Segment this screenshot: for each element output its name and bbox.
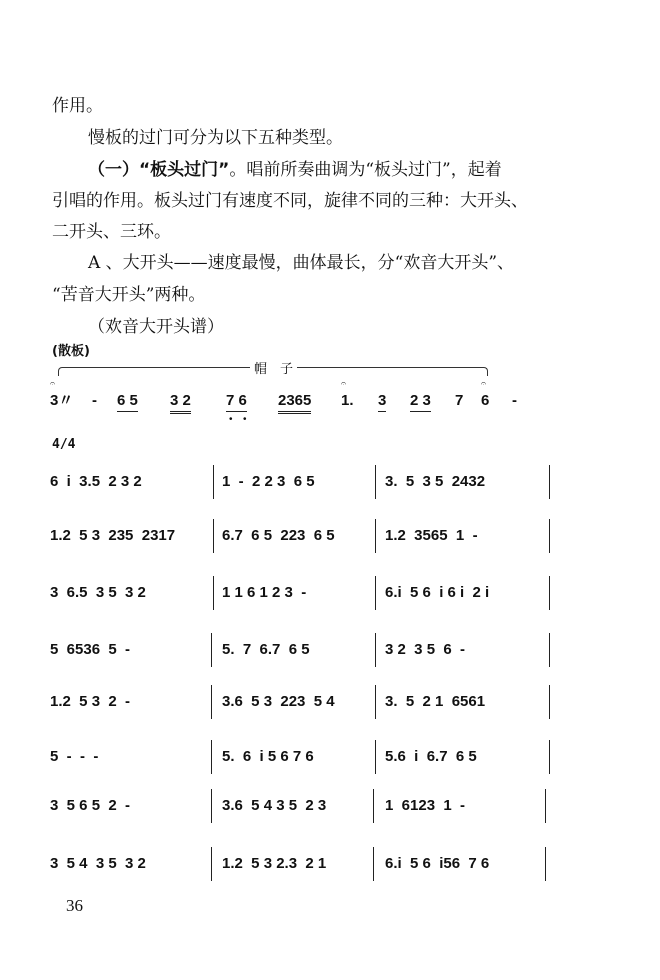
note: 2365 (278, 392, 311, 414)
measure: 1 - 2 2 3 6 5 (222, 473, 315, 490)
measure: 1.2 5 3 235 2317 (50, 527, 176, 544)
note: 6 5 (117, 392, 138, 412)
measure: 6 i 3.5 2 3 2 (50, 473, 142, 490)
score-row-5 (0, 693, 660, 733)
measure: 3 2 3 5 6 - (385, 641, 466, 658)
measure: 5.6 i 6.7 6 5 (385, 748, 477, 765)
measure: 3.6 5 4 3 5 2 3 (222, 797, 327, 814)
measure: 6.7 6 5 223 6 5 (222, 527, 335, 544)
page-number: 36 (66, 896, 83, 915)
text-line-7: “苦音大开头”两种。 (52, 285, 206, 305)
measure: 1.2 3565 1 - (385, 527, 478, 544)
text-line-2: 慢板的过门可分为以下五种类型。 (88, 128, 343, 148)
score-row-2 (0, 527, 660, 567)
text-line-1: 作用。 (52, 96, 103, 116)
note: 2 3 (410, 392, 431, 412)
text-line-3-rest: 。唱前所奏曲调为“板头过门”，起着 (229, 160, 502, 180)
measure: 5 - - - (50, 748, 99, 765)
note: 7 (455, 392, 464, 409)
section-heading: （一）“板头过门” (88, 160, 230, 180)
time-signature: 4/4 (52, 437, 76, 452)
score-row-8 (0, 855, 660, 895)
note: 7 6 (226, 392, 247, 412)
tempo-label: (散板) (52, 344, 90, 359)
measure: 1 1 6 1 2 3 - (222, 584, 307, 601)
measure: 1.2 5 3 2.3 2 1 (222, 855, 327, 872)
note: 3 2 (170, 392, 191, 414)
note: - (92, 392, 97, 409)
score-row-3 (0, 584, 660, 624)
measure: 5. 7 6.7 6 5 (222, 641, 310, 658)
measure: 1.2 5 3 2 - (50, 693, 131, 710)
measure: 6.i 5 6 i56 7 6 (385, 855, 490, 872)
note: 1. (341, 392, 354, 409)
measure: 5 6536 5 - (50, 641, 131, 658)
measure: 3.6 5 3 223 5 4 (222, 693, 335, 710)
text-line-5: 二开头、三环。 (52, 222, 171, 242)
fermata-icon: 𝄐 (50, 379, 56, 389)
score-row-1 (0, 473, 660, 513)
text-line-3 (88, 160, 608, 180)
note: 3〃 (50, 392, 74, 409)
measure: 1 6123 1 - (385, 797, 466, 814)
measure: 3 6.5 3 5 3 2 (50, 584, 146, 601)
score-row-7 (0, 797, 660, 837)
measure: 3 5 6 5 2 - (50, 797, 131, 814)
measure: 3 5 4 3 5 3 2 (50, 855, 146, 872)
measure: 5. 6 i 5 6 7 6 (222, 748, 314, 765)
note: 6 (481, 392, 490, 409)
score-row-0: 𝄐 3〃 - 6 5 3 2 7 6 • • 2365 𝄐 1. 3 2 3 7 𝄐 6 - (50, 379, 517, 425)
score-row-6 (0, 748, 660, 788)
fermata-icon: 𝄐 (481, 379, 487, 389)
note: - (512, 392, 517, 409)
score-row-4 (0, 641, 660, 681)
text-line-4: 引唱的作用。板头过门有速度不同，旋律不同的三种：大开头、 (52, 191, 528, 211)
fermata-icon: 𝄐 (341, 379, 347, 389)
text-line-6: A 、大开头——速度最慢，曲体最长，分“欢音大开头”、 (88, 253, 515, 273)
measure: 6.i 5 6 i 6 i 2 i (385, 584, 490, 601)
note: 3 (378, 392, 386, 412)
score-title: （欢音大开头谱） (88, 317, 224, 337)
measure: 3. 5 2 1 6561 (385, 693, 486, 710)
measure: 3. 5 3 5 2432 (385, 473, 486, 490)
bracket-label: 帽 子 (250, 358, 297, 377)
